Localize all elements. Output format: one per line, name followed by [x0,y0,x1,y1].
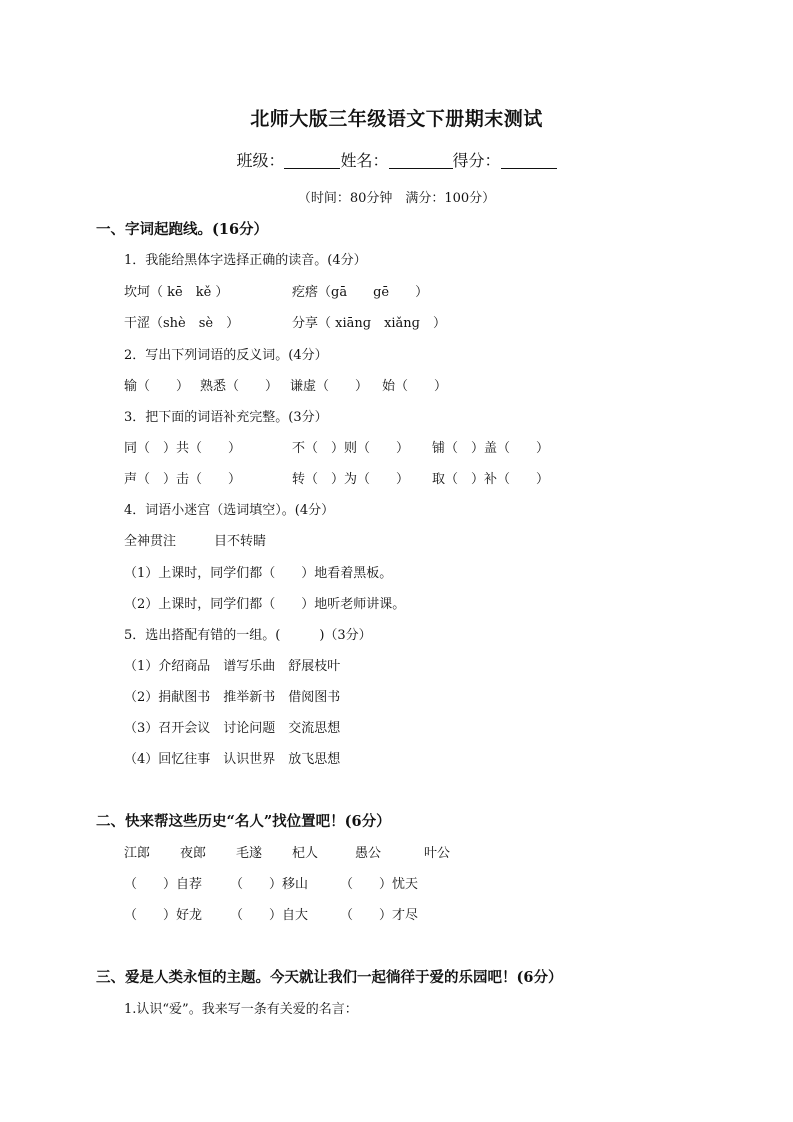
q5-option-3: （3）召开会议 讨论问题 交流思想 [124,721,341,736]
s2-item: （ ）自荐 [124,877,203,892]
student-info [0,148,793,171]
q2-item: 始（ ） [382,379,448,394]
score-blank[interactable] [501,152,557,169]
exam-meta: （时间：80分钟 满分：100分） [297,191,496,206]
page-title: 北师大版三年级语文下册期末测试 [250,108,543,130]
q2-prompt: 2．写出下列词语的反义词。(4分） [124,348,328,363]
q3-item: 转（ ）为（ ） [292,472,410,487]
q3-prompt: 3．把下面的词语补充完整。(3分） [124,410,328,425]
q2-item: 熟悉（ ） [200,379,279,394]
s2-name: 毛遂 [236,846,263,861]
q3-item: 铺（ ）盖（ ） [432,441,550,456]
s3-q1-prompt: 1.认识“爱”。我来写一条有关爱的名言： [124,1002,358,1017]
s2-name: 叶公 [424,846,451,861]
score-label: 得分： [452,151,501,170]
q4-option: 目不转睛 [214,534,267,549]
q3-item: 同（ ）共（ ） [124,441,242,456]
section-3-heading: 三、爱是人类永恒的主题。今天就让我们一起徜徉于爱的乐园吧！(6分） [96,969,563,986]
q5-option-4: （4）回忆往事 认识世界 放飞思想 [124,752,341,767]
q1-item: 分享（ xiānɡ xiǎnɡ ） [292,316,447,331]
q5-option-1: （1）介绍商品 谱写乐曲 舒展枝叶 [124,659,341,674]
s2-item: （ ）才尽 [340,908,419,923]
q1-item: 干涩（shè sè ） [124,316,240,331]
s2-name: 夜郎 [180,846,207,861]
s2-name: 杞人 [292,846,319,861]
q5-option-2: （2）捐献图书 推举新书 借阅图书 [124,690,341,705]
name-blank[interactable] [389,152,453,169]
section-1-heading: 一、字词起跑线。(16分） [96,221,269,238]
s2-item: （ ）移山 [230,877,309,892]
s2-item: （ ）自大 [230,908,309,923]
q1-item: 疙瘩（gā gē ） [292,285,429,300]
q1-prompt: 1．我能给黑体字选择正确的读音。(4分） [124,253,367,268]
q4-line-1: （1）上课时，同学们都（ ）地看着黑板。 [124,566,393,581]
s2-item: （ ）忧天 [340,877,419,892]
s2-name: 江郎 [124,846,151,861]
q4-prompt: 4．词语小迷宫（选词填空）。(4分） [124,503,335,518]
q4-line-2: （2）上课时，同学们都（ ）地听老师讲课。 [124,597,406,612]
class-label: 班级： [236,151,285,170]
s2-name: 愚公 [355,846,382,861]
section-2-heading: 二、快来帮这些历史“名人”找位置吧！(6分） [96,813,391,830]
q1-item: 坎坷（ kē kě ） [124,285,229,300]
q2-item: 谦虚（ ） [290,379,369,394]
q3-item: 声（ ）击（ ） [124,472,242,487]
q4-option: 全神贯注 [124,534,177,549]
q3-item: 不（ ）则（ ） [292,441,410,456]
class-blank[interactable] [284,152,340,169]
s2-item: （ ）好龙 [124,908,203,923]
q3-item: 取（ ）补（ ） [432,472,550,487]
q2-item: 输（ ） [124,379,190,394]
name-label: 姓名： [340,151,389,170]
q5-prompt: 5．选出搭配有错的一组。( )（3分） [124,628,372,643]
